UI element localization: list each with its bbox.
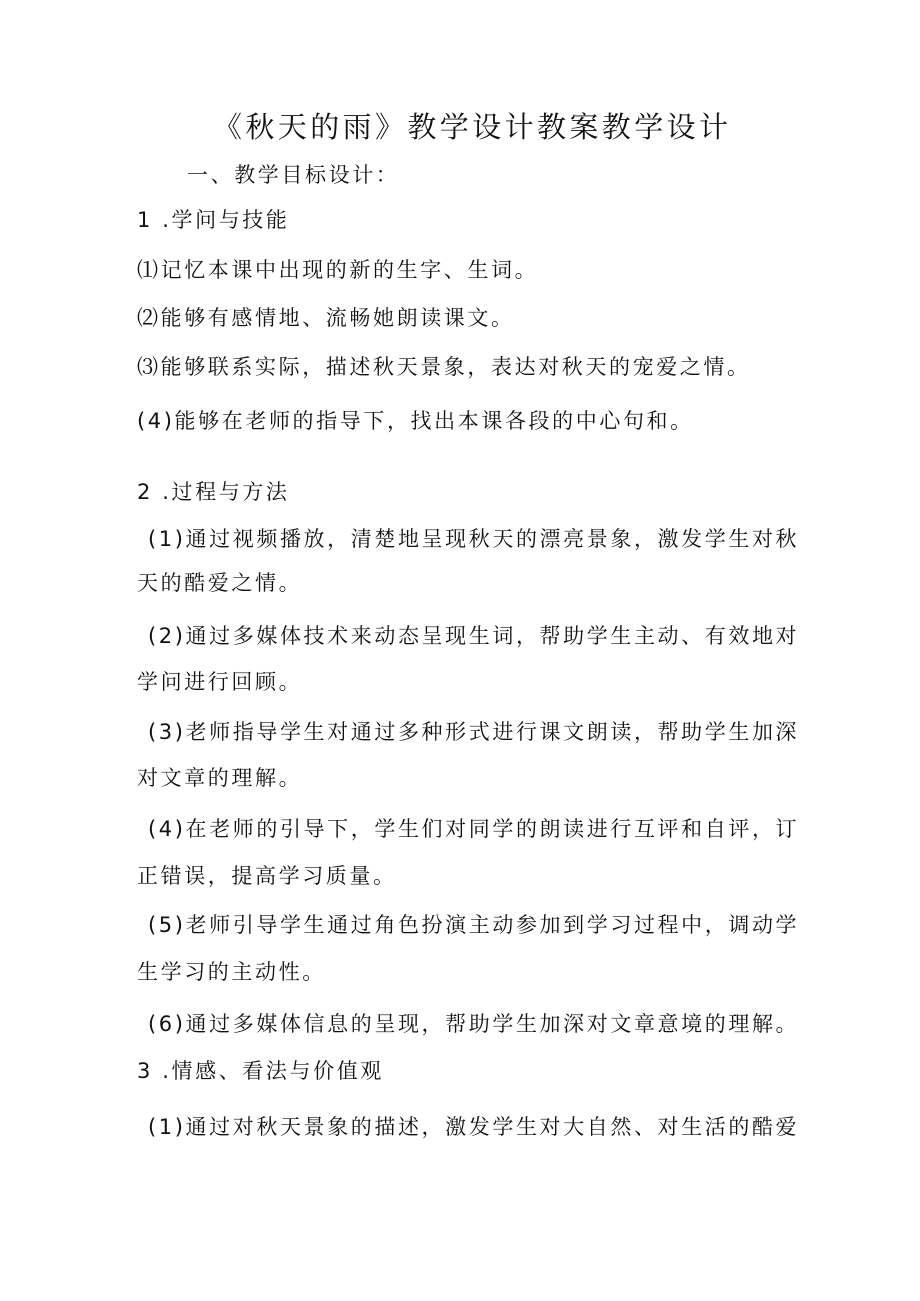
s1-item-4: (4)能够在老师的指导下，找出本课各段的中心句和。 xyxy=(137,409,694,433)
subsection-1-heading: 1 .学问与技能 xyxy=(137,208,290,232)
s2-item-1-line-1: (1)通过视频播放，清楚地呈现秋天的漂亮景象，激发学生对秋 xyxy=(148,527,800,551)
s2-item-4-line-1: (4)在老师的引导下，学生们对同学的朗读进行互评和自评，订 xyxy=(148,817,800,841)
s2-item-4-line-2: 正错误，提高学习质量。 xyxy=(137,864,397,888)
s2-item-2-line-2: 学问进行回顾。 xyxy=(137,670,303,694)
section-heading: 一、教学目标设计： xyxy=(187,163,400,187)
document-title: 《秋天的雨》教学设计教案教学设计 xyxy=(213,110,732,144)
subsection-2-heading: 2 .过程与方法 xyxy=(137,480,290,504)
s1-item-3: ⑶能够联系实际，描述秋天景象，表达对秋天的宠爱之情。 xyxy=(137,355,751,379)
subsection-3-heading: 3 .情感、看法与价值观 xyxy=(137,1059,384,1083)
s1-item-1: ⑴记忆本课中出现的新的生字、生词。 xyxy=(137,258,539,282)
s3-item-1: (1)通过对秋天景象的描述，激发学生对大自然、对生活的酷爱 xyxy=(148,1115,800,1139)
s1-item-2: ⑵能够有感情地、流畅她朗读课文。 xyxy=(137,306,515,330)
s2-item-6: (6)通过多媒体信息的呈现，帮助学生加深对文章意境的理解。 xyxy=(148,1012,800,1036)
s2-item-5-line-2: 生学习的主动性。 xyxy=(137,960,326,984)
s2-item-3-line-1: (3)老师指导学生对通过多种形式进行课文朗读，帮助学生加深 xyxy=(148,720,800,744)
s2-item-3-line-2: 对文章的理解。 xyxy=(137,766,303,790)
s2-item-5-line-1: (5)老师引导学生通过角色扮演主动参加到学习过程中，调动学 xyxy=(148,913,800,937)
s2-item-2-line-1: (2)通过多媒体技术来动态呈现生词，帮助学生主动、有效地对 xyxy=(148,624,800,648)
s2-item-1-line-2: 天的酷爱之情。 xyxy=(137,571,303,595)
